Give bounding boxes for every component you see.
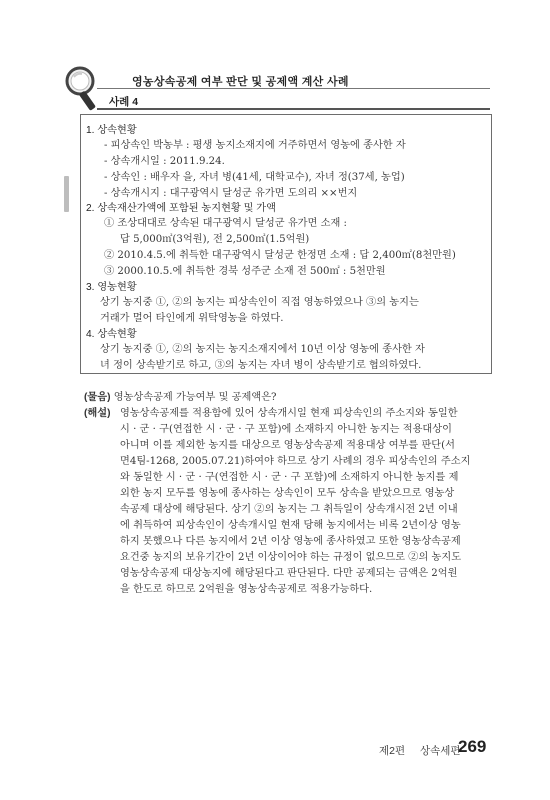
answer-line: 와 동일한 시 · 군 · 구(연접한 시 · 군 · 구 포함)에 소재하지 아니한 농지를 제 bbox=[120, 472, 459, 483]
section-line: 거래가 멀어 타인에게 위탁영농을 하였다. bbox=[100, 313, 284, 324]
answer-line: 하지 못했으나 다른 농지에서 2년 이상 영농에 종사하였고 또한 영농상속공제 bbox=[120, 536, 461, 547]
section-line: 상기 농지중 ①, ②의 농지는 피상속인이 직접 영농하였으나 ③의 농지는 bbox=[100, 297, 419, 308]
footer-section: 상속세편 bbox=[420, 745, 461, 757]
answer-line: 면4팀-1268, 2005.07.21)하여야 하므로 상기 사례의 경우 피상속인의 주소지 bbox=[120, 456, 471, 467]
section-line: - 상속인 : 배우자 을, 자녀 병(41세, 대학교수), 자녀 정(37세, 농업) bbox=[104, 172, 405, 183]
answer-line: 아니며 이를 제외한 농지를 대상으로 영농상속공제 적용대상 여부를 판단(서 bbox=[120, 440, 455, 451]
answer-label: (해설) bbox=[84, 408, 111, 419]
answer-line: 영농상속공제를 적용함에 있어 상속개시일 현재 피상속인의 주소지와 동일한 bbox=[120, 408, 458, 419]
question bbox=[84, 388, 277, 403]
answer-line: 을 한도로 하므로 2억원을 영농상속공제로 적용가능하다. bbox=[120, 584, 373, 595]
section-line: - 상속개시일 : 2011.9.24. bbox=[104, 156, 225, 167]
section-heading: 1. 상속현황 bbox=[86, 125, 137, 136]
answer-line: 속공제 대상에 해당된다. 상기 ②의 농지는 그 취득일이 상속개시전 2년 이내 bbox=[120, 504, 458, 515]
case-title: 영농상속공제 여부 판단 및 공제액 계산 사례 bbox=[132, 76, 349, 88]
question-label: (물음) bbox=[84, 392, 111, 403]
section-line: - 상속개시지 : 대구광역시 달성군 유가면 도의리 ××번지 bbox=[104, 188, 358, 199]
footer-part: 제2편 bbox=[379, 745, 406, 757]
margin-tab bbox=[64, 176, 69, 212]
section-heading: 4. 상속현황 bbox=[86, 329, 137, 340]
header-rule-bottom bbox=[97, 108, 490, 110]
question-text: 영농상속공제 가능여부 및 공제액은? bbox=[113, 392, 277, 403]
section-line: 답 5,000㎡(3억원), 전 2,500㎡(1.5억원) bbox=[120, 234, 310, 245]
section-heading: 2. 상속재산가액에 포함된 농지현황 및 가액 bbox=[86, 203, 276, 214]
answer-line: 영농상속공제 대상농지에 해당된다고 판단된다. 다만 공제되는 금액은 2억원 bbox=[120, 568, 458, 579]
section-line: 녀 정이 상속받기로 하고, ③의 농지는 자녀 병이 상속받기로 협의하였다. bbox=[100, 360, 422, 371]
case-label: 사례 4 bbox=[109, 96, 139, 108]
section-line: 상기 농지중 ①, ②의 농지는 농지소재지에서 10년 이상 영농에 종사한 자 bbox=[100, 344, 425, 355]
page-number: 269 bbox=[458, 737, 487, 756]
answer-line: 시 · 군 · 구(연접한 시 · 군 · 구 포함)에 소재하지 아니한 농지는 적용대상이 bbox=[120, 424, 452, 435]
section-line: ③ 2000.10.5.에 취득한 경북 성주군 소재 전 500㎡ : 5천만원 bbox=[104, 266, 386, 277]
answer-line: 요건중 농지의 보유기간이 2년 이상이어야 하는 규정이 없으므로 ②의 농지도 bbox=[120, 552, 462, 563]
section-heading: 3. 영농현황 bbox=[86, 282, 137, 293]
answer-line: 에 취득하여 피상속인이 상속개시일 현재 당해 농지에서는 비록 2년이상 영농 bbox=[120, 520, 461, 531]
section-line: - 피상속인 박농부 : 평생 농지소재지에 거주하면서 영농에 종사한 자 bbox=[104, 140, 406, 151]
section-line: ② 2010.4.5.에 취득한 대구광역시 달성군 한정면 소재 : 답 2,400㎡(8천만원) bbox=[104, 250, 456, 261]
answer-line: 외한 농지 모두를 영농에 종사하는 상속인이 모두 상속을 받았으므로 영농상 bbox=[120, 488, 455, 499]
section-line: ① 조상대대로 상속된 대구광역시 달성군 유가면 소재 : bbox=[104, 218, 347, 229]
